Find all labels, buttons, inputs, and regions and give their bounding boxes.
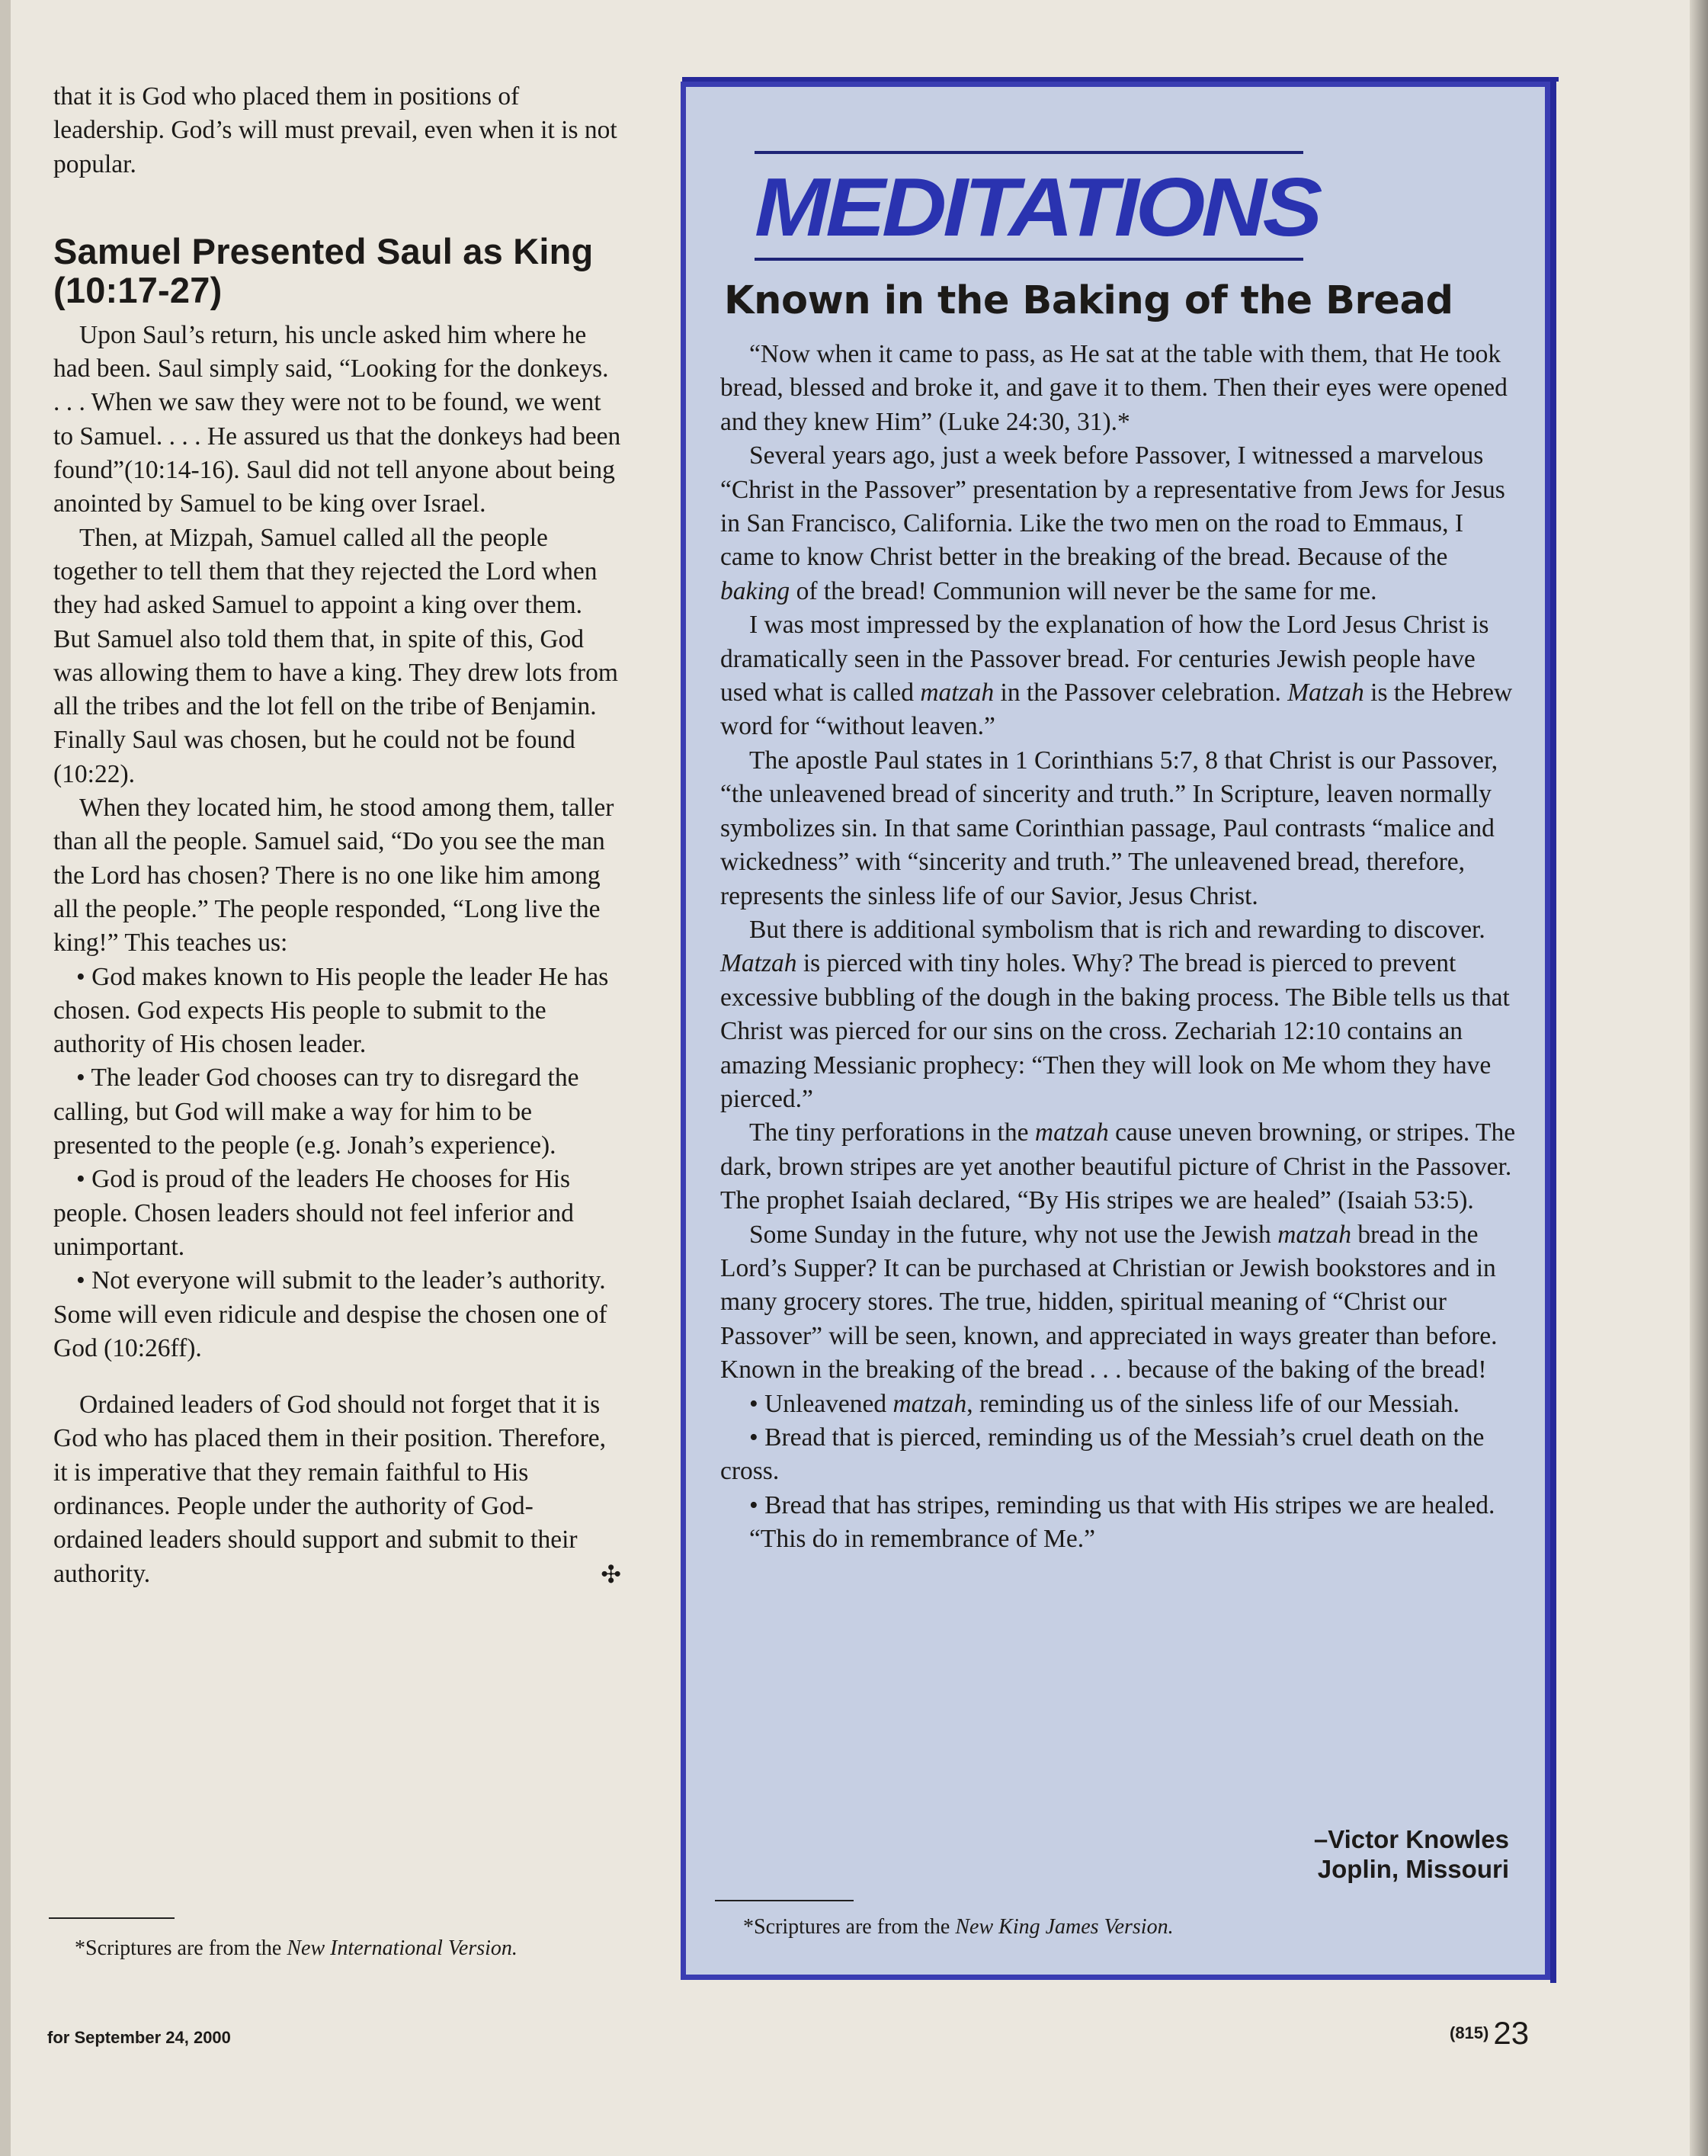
cumulative-page-code: (815) — [1450, 2023, 1489, 2042]
meditations-logo — [755, 151, 1319, 264]
bullet-item: • God makes known to His people the leader He has chosen. God expects His people to submit to the authority of His chosen leader. — [53, 962, 609, 1059]
italic-run: matzah — [892, 1389, 967, 1418]
body-paragraph: The apostle Paul states in 1 Corinthians 5:7, 8 that Christ is our Passover, “the unleavened bread of sincerity and truth.” In Scripture, leaven normally symbolizes sin. In that same Corinthian passage, Paul contrasts “malice and wickedness” with “sincerity and truth.” The unleavened bread, therefore, represents the sinless life of our Savior, Jesus Christ. — [720, 746, 1498, 910]
body-paragraph — [720, 1218, 1521, 1388]
italic-run: Matzah — [720, 949, 797, 978]
text-run: in the Passover celebration. — [994, 679, 1288, 707]
text-run: The tiny perforations in the — [749, 1118, 1035, 1147]
text-run: But there is additional symbolism that is rich and rewarding to discover. — [749, 915, 1485, 944]
closing-quote: “This do in remembrance of Me.” — [749, 1525, 1095, 1554]
text-run: of the bread! Communion will never be the same for me. — [790, 576, 1377, 605]
bullet-item: • The leader God chooses can try to disregard the calling, but God will make a way for him to be presented to the people (e.g. Jonah’s experience). — [53, 1064, 579, 1160]
bullet-item: • Bread that is pierced, reminding us of the Messiah’s cruel death on the cross. — [720, 1423, 1485, 1486]
footnote-prefix: *Scriptures are from the — [743, 1915, 956, 1939]
text-run: , reminding us of the sinless life of our Messiah. — [966, 1389, 1460, 1418]
text-run: • Unleavened — [749, 1389, 893, 1418]
issue-date: for September 24, 2000 — [47, 2028, 231, 2047]
body-paragraph: “Now when it came to pass, as He sat at the table with them, that He took bread, blessed and broke it, and gave it to them. Then their eyes were opened and they knew Him” (Luke 24:30, 31).* — [720, 340, 1508, 436]
footnote-version: New King James Version. — [955, 1915, 1174, 1939]
italic-run: Matzah — [1287, 679, 1364, 707]
meditation-body — [720, 338, 1521, 1557]
footnote-rule — [715, 1900, 854, 1901]
page-edge-shadow — [1690, 0, 1708, 2156]
footnote-version: New International Version. — [287, 1936, 518, 1960]
page-number-block — [1450, 2015, 1529, 2052]
text-run: is pierced with tiny holes. Why? The bread is pierced to prevent excessive bubbling of the dough in the baking process. The Bible tells us that Christ was pierced for our sins on the cross. Zechariah 12:10 contains an amazing Messianic prophecy: “Then they will look on Me whom they have pierced.” — [720, 949, 1510, 1113]
end-mark-icon: ✣ — [601, 1560, 621, 1588]
text-run: I was most impressed by the explanation of how the Lord Jesus Christ is dramatically seen in the Passover bread. For centuries Jewish people have used what is called — [720, 611, 1489, 707]
logo-text: MEDITATIONS — [755, 161, 1319, 254]
footnote-rule — [49, 1917, 175, 1919]
italic-run: matzah — [920, 679, 995, 707]
section-heading: Samuel Presented Saul as King (10:17-27) — [53, 230, 594, 310]
text-run: cause uneven browning, or stripes. The dark, brown stripes are yet another beautiful picture of Christ in the Passover. The prophet Isaiah declared, “By His stripes we are healed” (Isaiah 53:5). — [720, 1118, 1516, 1215]
bullet-item: • Bread that has stripes, reminding us that with His stripes we are healed. — [749, 1490, 1495, 1519]
text-run: Several years ago, just a week before Passover, I witnessed a marvelous “Christ in the Passover” presentation by a representative from Jews for Jesus in San Francisco, California. Like the two men on the road to Emmaus, I came to know Christ better in the breaking of the bread. Because of the — [720, 441, 1505, 572]
body-paragraph: When they located him, he stood among them, taller than all the people. Samuel said, “Do you see the man the Lord has chosen? There is no one like him among all the people.” The people responded, “Long live the king!” This teaches us: — [53, 794, 614, 958]
box-border-shadow — [1550, 77, 1556, 1983]
bullet-item: • God is proud of the leaders He chooses for His people. Chosen leaders should not feel inferior and unimportant. — [53, 1165, 574, 1261]
page-number: 23 — [1493, 2015, 1530, 2051]
text-run: Some Sunday in the future, why not use the Jewish — [749, 1220, 1278, 1249]
meditation-title: Known in the Baking of the Bread — [724, 278, 1453, 323]
intro-paragraph: that it is God who placed them in positions of leadership. God’s will must prevail, even when it is not popular. — [53, 82, 617, 178]
bullet-item: • Not everyone will submit to the leader’s authority. Some will even ridicule and despise the chosen one of God (10:26ff). — [53, 1266, 607, 1362]
italic-run: baking — [720, 576, 790, 605]
bullet-item — [720, 1388, 1521, 1421]
logo-rule-top — [755, 151, 1303, 154]
italic-run: matzah — [1034, 1118, 1109, 1147]
body-paragraph: Then, at Mizpah, Samuel called all the people together to tell them that they rejected the Lord when they had asked Samuel to appoint a king over them. But Samuel also told them that, in spite of this, God was allowing them to have a king. They drew lots from all the tribes and the lot fell on the tribe of Benjamin. Finally Saul was chosen, but he could not be found (10:22). — [53, 523, 618, 788]
byline — [1143, 1824, 1509, 1884]
body-paragraph: Upon Saul’s return, his uncle asked him where he had been. Saul simply said, “Looking for the donkeys. . . . When we saw they were not to be found, we went to Samuel. . . . He assured us that the donkeys had been found”(10:14-16). Saul did not tell anyone about being anointed by Samuel to be king over Israel. — [53, 320, 621, 518]
box-footnote — [743, 1914, 1505, 1941]
author-name: –Victor Knowles — [1313, 1825, 1509, 1853]
body-paragraph — [720, 913, 1521, 1116]
body-paragraph — [720, 439, 1521, 608]
body-paragraph — [720, 1116, 1521, 1218]
text-run: is the Hebrew word for “without leaven.” — [720, 679, 1513, 741]
closing-paragraph — [53, 1388, 621, 1591]
left-footnote — [49, 1935, 628, 1962]
body-paragraph — [720, 608, 1521, 744]
text-run: bread in the Lord’s Supper? It can be purchased at Christian or Jewish bookstores and in many grocery stores. The true, hidden, spiritual meaning of “Christ our Passover” will be seen, known, and appreciated in ways greater than before. Known in the breaking of the bread . . . because of the baking of the bread! — [720, 1220, 1498, 1384]
page-gutter-shadow — [0, 0, 11, 2156]
footnote-prefix: *Scriptures are from the — [75, 1936, 287, 1960]
closing-text: Ordained leaders of God should not forget that it is God who has placed them in their position. Therefore, it is imperative that they remain faithful to His ordinances. People under the authority of God-ordained leaders should support and submit to their authority. — [53, 1391, 607, 1588]
left-column — [53, 80, 621, 1591]
logo-rule-bottom — [755, 258, 1303, 261]
author-location: Joplin, Missouri — [1317, 1855, 1509, 1883]
italic-run: matzah — [1277, 1220, 1351, 1249]
